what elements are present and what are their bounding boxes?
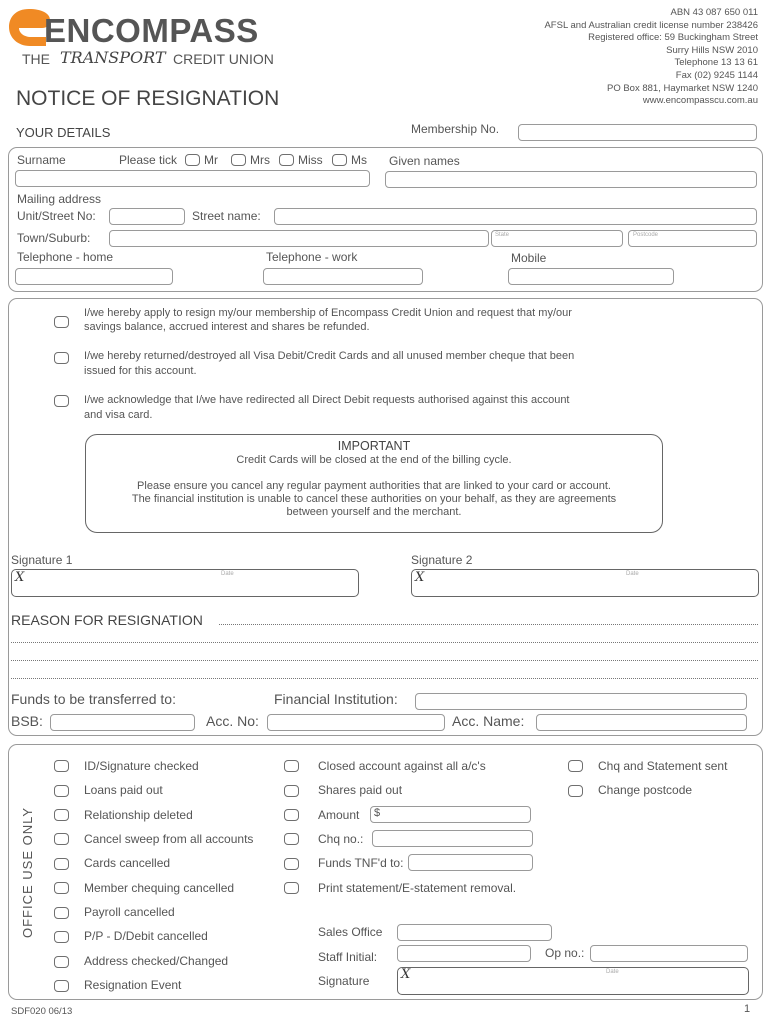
sign-here-mark: X: [15, 570, 25, 585]
declaration-text-3a: I/we acknowledge that I/we have redirected all Direct Debit requests authorised against this account: [84, 394, 570, 406]
declaration-text-3b: and visa card.: [84, 409, 153, 421]
title-miss-label: Miss: [298, 153, 323, 167]
reason-line[interactable]: [11, 642, 758, 643]
important-line: Credit Cards will be closed at the end of the billing cycle.: [236, 454, 512, 466]
office-item-label: Payroll cancelled: [84, 905, 175, 919]
office-use-only-label: OFFICE USE ONLY: [20, 806, 35, 938]
staff-initial-label: Staff Initial:: [318, 950, 378, 964]
form-code: SDF020 06/13: [11, 1006, 73, 1017]
mobile-label: Mobile: [511, 251, 547, 265]
funds-transferred-label: Funds to be transferred to:: [11, 691, 176, 707]
reason-for-resignation-label: REASON FOR RESIGNATION: [11, 612, 203, 628]
company-info-line: www.encompasscu.com.au: [642, 95, 758, 107]
please-tick-label: Please tick: [119, 153, 178, 167]
acc-no-field[interactable]: [267, 714, 445, 731]
sales-office-field[interactable]: [397, 924, 552, 941]
date-label: Date: [221, 571, 234, 577]
company-info-line: AFSL and Australian credit license number 238426: [544, 19, 758, 31]
logo-tagline-credit-union: CREDIT UNION: [173, 51, 274, 67]
mobile-field[interactable]: [508, 268, 674, 285]
office-item-label: Address checked/Changed: [84, 954, 229, 968]
important-line: between yourself and the merchant.: [286, 506, 462, 518]
telephone-work-field[interactable]: [263, 268, 423, 285]
company-info-line: Surry Hills NSW 2010: [666, 44, 758, 56]
logo-tagline-the: THE: [22, 51, 50, 67]
declaration-checkbox-2[interactable]: [54, 352, 69, 364]
company-info-line: Registered office: 59 Buckingham Street: [588, 32, 758, 44]
declaration-text-2b: issued for this account.: [84, 365, 197, 377]
office-checkbox[interactable]: [284, 882, 299, 894]
company-info: [458, 7, 758, 108]
logo-wordmark: ENCOMPASS: [44, 12, 259, 49]
acc-name-label: Acc. Name:: [452, 713, 525, 729]
declaration-text-1a: I/we hereby apply to resign my/our membership of Encompass Credit Union and request that my/our: [84, 307, 572, 319]
office-checkbox[interactable]: [54, 882, 69, 894]
title-miss-checkbox[interactable]: [279, 154, 294, 166]
your-details-heading: YOUR DETAILS: [16, 125, 111, 140]
office-checkbox[interactable]: [284, 809, 299, 821]
town-suburb-label: Town/Suburb:: [17, 231, 91, 245]
state-placeholder: State: [495, 232, 510, 238]
town-suburb-field[interactable]: [109, 230, 489, 247]
amount-field[interactable]: [370, 806, 531, 823]
acc-name-field[interactable]: [536, 714, 747, 731]
title-mrs-label: Mrs: [250, 153, 270, 167]
logo-tagline-transport: TRANSPORT: [60, 48, 166, 67]
title-ms-checkbox[interactable]: [332, 154, 347, 166]
office-item-label: Relationship deleted: [84, 808, 193, 822]
postcode-placeholder: Postcode: [633, 232, 659, 238]
amount-label: Amount: [318, 808, 360, 822]
title-mr-label: Mr: [204, 153, 218, 167]
title-ms-label: Ms: [351, 153, 367, 167]
telephone-home-label: Telephone - home: [17, 250, 114, 264]
postcode-field[interactable]: [628, 230, 757, 247]
sign-here-mark: X: [415, 570, 425, 585]
reason-line[interactable]: [11, 660, 758, 661]
office-item-label: Chq and Statement sent: [598, 759, 728, 773]
unit-street-label: Unit/Street No:: [17, 209, 96, 223]
op-no-field[interactable]: [590, 945, 748, 962]
important-line: The financial institution is unable to cancel these authorities on your behalf, as they are agreements: [131, 493, 617, 505]
important-box: [85, 434, 663, 533]
date-label: Date: [626, 571, 639, 577]
office-item-label: Cancel sweep from all accounts: [84, 832, 254, 846]
title-mrs-checkbox[interactable]: [231, 154, 246, 166]
office-checkbox[interactable]: [54, 980, 69, 992]
office-checkbox[interactable]: [54, 931, 69, 943]
office-item-label: Closed account against all a/c's: [318, 759, 486, 773]
membership-number-field[interactable]: [518, 124, 757, 141]
office-checkbox[interactable]: [568, 785, 583, 797]
office-signature-field[interactable]: [397, 967, 749, 995]
office-checkbox[interactable]: [568, 760, 583, 772]
office-item-label: Shares paid out: [318, 783, 403, 797]
office-checkbox[interactable]: [54, 760, 69, 772]
mailing-address-label: Mailing address: [17, 192, 102, 206]
office-checkbox[interactable]: [284, 833, 299, 845]
reason-line[interactable]: [219, 624, 758, 625]
given-names-field[interactable]: [385, 171, 757, 188]
office-checkbox[interactable]: [54, 907, 69, 919]
dollar-sign: $: [374, 807, 381, 819]
financial-institution-field[interactable]: [415, 693, 747, 710]
acc-no-label: Acc. No:: [206, 713, 259, 729]
page-number: 1: [744, 1003, 751, 1015]
state-field[interactable]: [491, 230, 623, 247]
page-title: NOTICE OF RESIGNATION: [16, 87, 280, 110]
declaration-text-2a: I/we hereby returned/destroyed all Visa Debit/Credit Cards and all unused member cheque that been: [84, 350, 575, 362]
signature-2-label: Signature 2: [411, 553, 473, 567]
staff-initial-field[interactable]: [397, 945, 531, 962]
given-names-label: Given names: [389, 154, 460, 168]
declaration-checkbox-3[interactable]: [54, 395, 69, 407]
reason-line[interactable]: [11, 678, 758, 679]
funds-tnf-field[interactable]: [408, 854, 533, 871]
office-item-label: ID/Signature checked: [84, 759, 199, 773]
office-checkbox[interactable]: [54, 858, 69, 870]
funds-tnf-label: Funds TNF'd to:: [318, 856, 404, 870]
office-checkbox[interactable]: [54, 809, 69, 821]
company-info-line: PO Box 881, Haymarket NSW 1240: [606, 82, 758, 94]
important-line: Please ensure you cancel any regular payment authorities that are linked to your card or account.: [137, 480, 611, 492]
office-checkbox[interactable]: [284, 760, 299, 772]
signature-1-field[interactable]: [11, 569, 359, 597]
chq-no-field[interactable]: [372, 830, 533, 847]
title-mr-checkbox[interactable]: [185, 154, 200, 166]
office-item-label: Cards cancelled: [84, 856, 171, 870]
signature-1-label: Signature 1: [11, 553, 73, 567]
street-name-label: Street name:: [192, 209, 261, 223]
company-info-line: Fax (02) 9245 1144: [675, 69, 758, 81]
office-checkbox[interactable]: [284, 785, 299, 797]
office-signature-label: Signature: [318, 974, 370, 988]
telephone-work-label: Telephone - work: [266, 250, 358, 264]
logo: [6, 6, 286, 68]
signature-2-field[interactable]: [411, 569, 759, 597]
office-checkbox[interactable]: [284, 858, 299, 870]
company-info-line: Telephone 13 13 61: [674, 57, 758, 69]
membership-label: Membership No.: [411, 122, 500, 136]
bsb-label: BSB:: [11, 713, 43, 729]
office-checkbox[interactable]: [54, 785, 69, 797]
street-name-field[interactable]: [274, 208, 757, 225]
office-item-label: Loans paid out: [84, 783, 163, 797]
office-item-label: Resignation Event: [84, 978, 182, 992]
bsb-field[interactable]: [50, 714, 195, 731]
office-item-label: Change postcode: [598, 783, 693, 797]
chq-no-label: Chq no.:: [318, 832, 364, 846]
office-checkbox[interactable]: [54, 833, 69, 845]
sales-office-label: Sales Office: [318, 925, 383, 939]
company-info-line: ABN 43 087 650 011: [670, 7, 758, 18]
unit-street-field[interactable]: [109, 208, 185, 225]
office-item-label: P/P - D/Debit cancelled: [84, 929, 208, 943]
declaration-checkbox-1[interactable]: [54, 316, 69, 328]
office-checkbox[interactable]: [54, 956, 69, 968]
op-no-label: Op no.:: [545, 946, 585, 960]
financial-institution-label: Financial Institution:: [274, 691, 398, 707]
date-label: Date: [606, 969, 619, 975]
telephone-home-field[interactable]: [15, 268, 173, 285]
office-item-label: Print statement/E-statement removal.: [318, 881, 517, 895]
important-title: IMPORTANT: [337, 439, 411, 453]
office-item-label: Member chequing cancelled: [84, 881, 235, 895]
surname-label: Surname: [17, 153, 66, 167]
sign-here-mark: X: [401, 967, 411, 982]
declaration-text-1b: savings balance, accrued interest and shares be refunded.: [84, 321, 370, 333]
surname-field[interactable]: [15, 170, 370, 187]
